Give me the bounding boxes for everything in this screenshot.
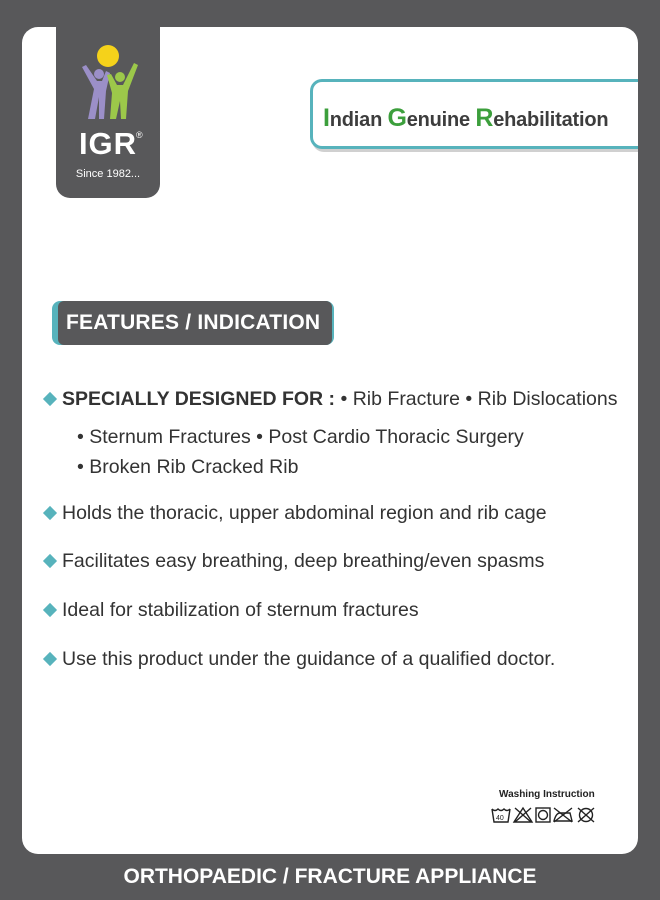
bullet-diamond-icon: [43, 652, 57, 666]
washing-instruction-label: Washing Instruction: [499, 789, 595, 800]
brand-name: Indian Genuine Rehabilitation: [323, 104, 609, 132]
people-cheering-icon: [70, 41, 146, 121]
tumble-dry-icon: [536, 808, 550, 822]
washing-icons: [490, 805, 602, 825]
footer-label: ORTHOPAEDIC / FRACTURE APPLIANCE: [123, 865, 537, 888]
special-line-1: • Rib Fracture • Rib Dislocations: [340, 388, 618, 410]
section-title: FEATURES / INDICATION: [58, 301, 332, 345]
special-line-3: • Broken Rib Cracked Rib: [77, 456, 299, 478]
special-line-2: • Sternum Fractures • Post Cardio Thoracic Surgery: [77, 426, 524, 448]
wash-temperature: 40: [496, 815, 504, 822]
section-title-box: [52, 301, 334, 345]
registered-mark: ®: [136, 130, 143, 140]
brand-banner: [310, 79, 638, 149]
feature-text: Facilitates easy breathing, deep breathing/even spasms: [62, 550, 545, 572]
no-dry-clean-icon: [578, 808, 594, 822]
no-iron-icon: [554, 808, 572, 822]
feature-text: Use this product under the guidance of a qualified doctor.: [62, 648, 556, 670]
logo-since: Since 1982...: [75, 168, 141, 180]
product-card: [22, 27, 638, 854]
logo-name: IGR: [78, 126, 138, 161]
no-bleach-icon: [514, 808, 532, 822]
bullet-diamond-icon: [43, 392, 57, 406]
feature-text: Ideal for stabilization of sternum fractures: [62, 599, 419, 621]
wash-40-icon: [492, 809, 510, 822]
feature-text: Holds the thoracic, upper abdominal region and rib cage: [62, 502, 547, 524]
bullet-diamond-icon: [43, 506, 57, 520]
special-label: SPECIALLY DESIGNED FOR :: [62, 388, 336, 410]
bullet-diamond-icon: [43, 554, 57, 568]
bullet-diamond-icon: [43, 603, 57, 617]
igr-logo: [56, 27, 160, 198]
